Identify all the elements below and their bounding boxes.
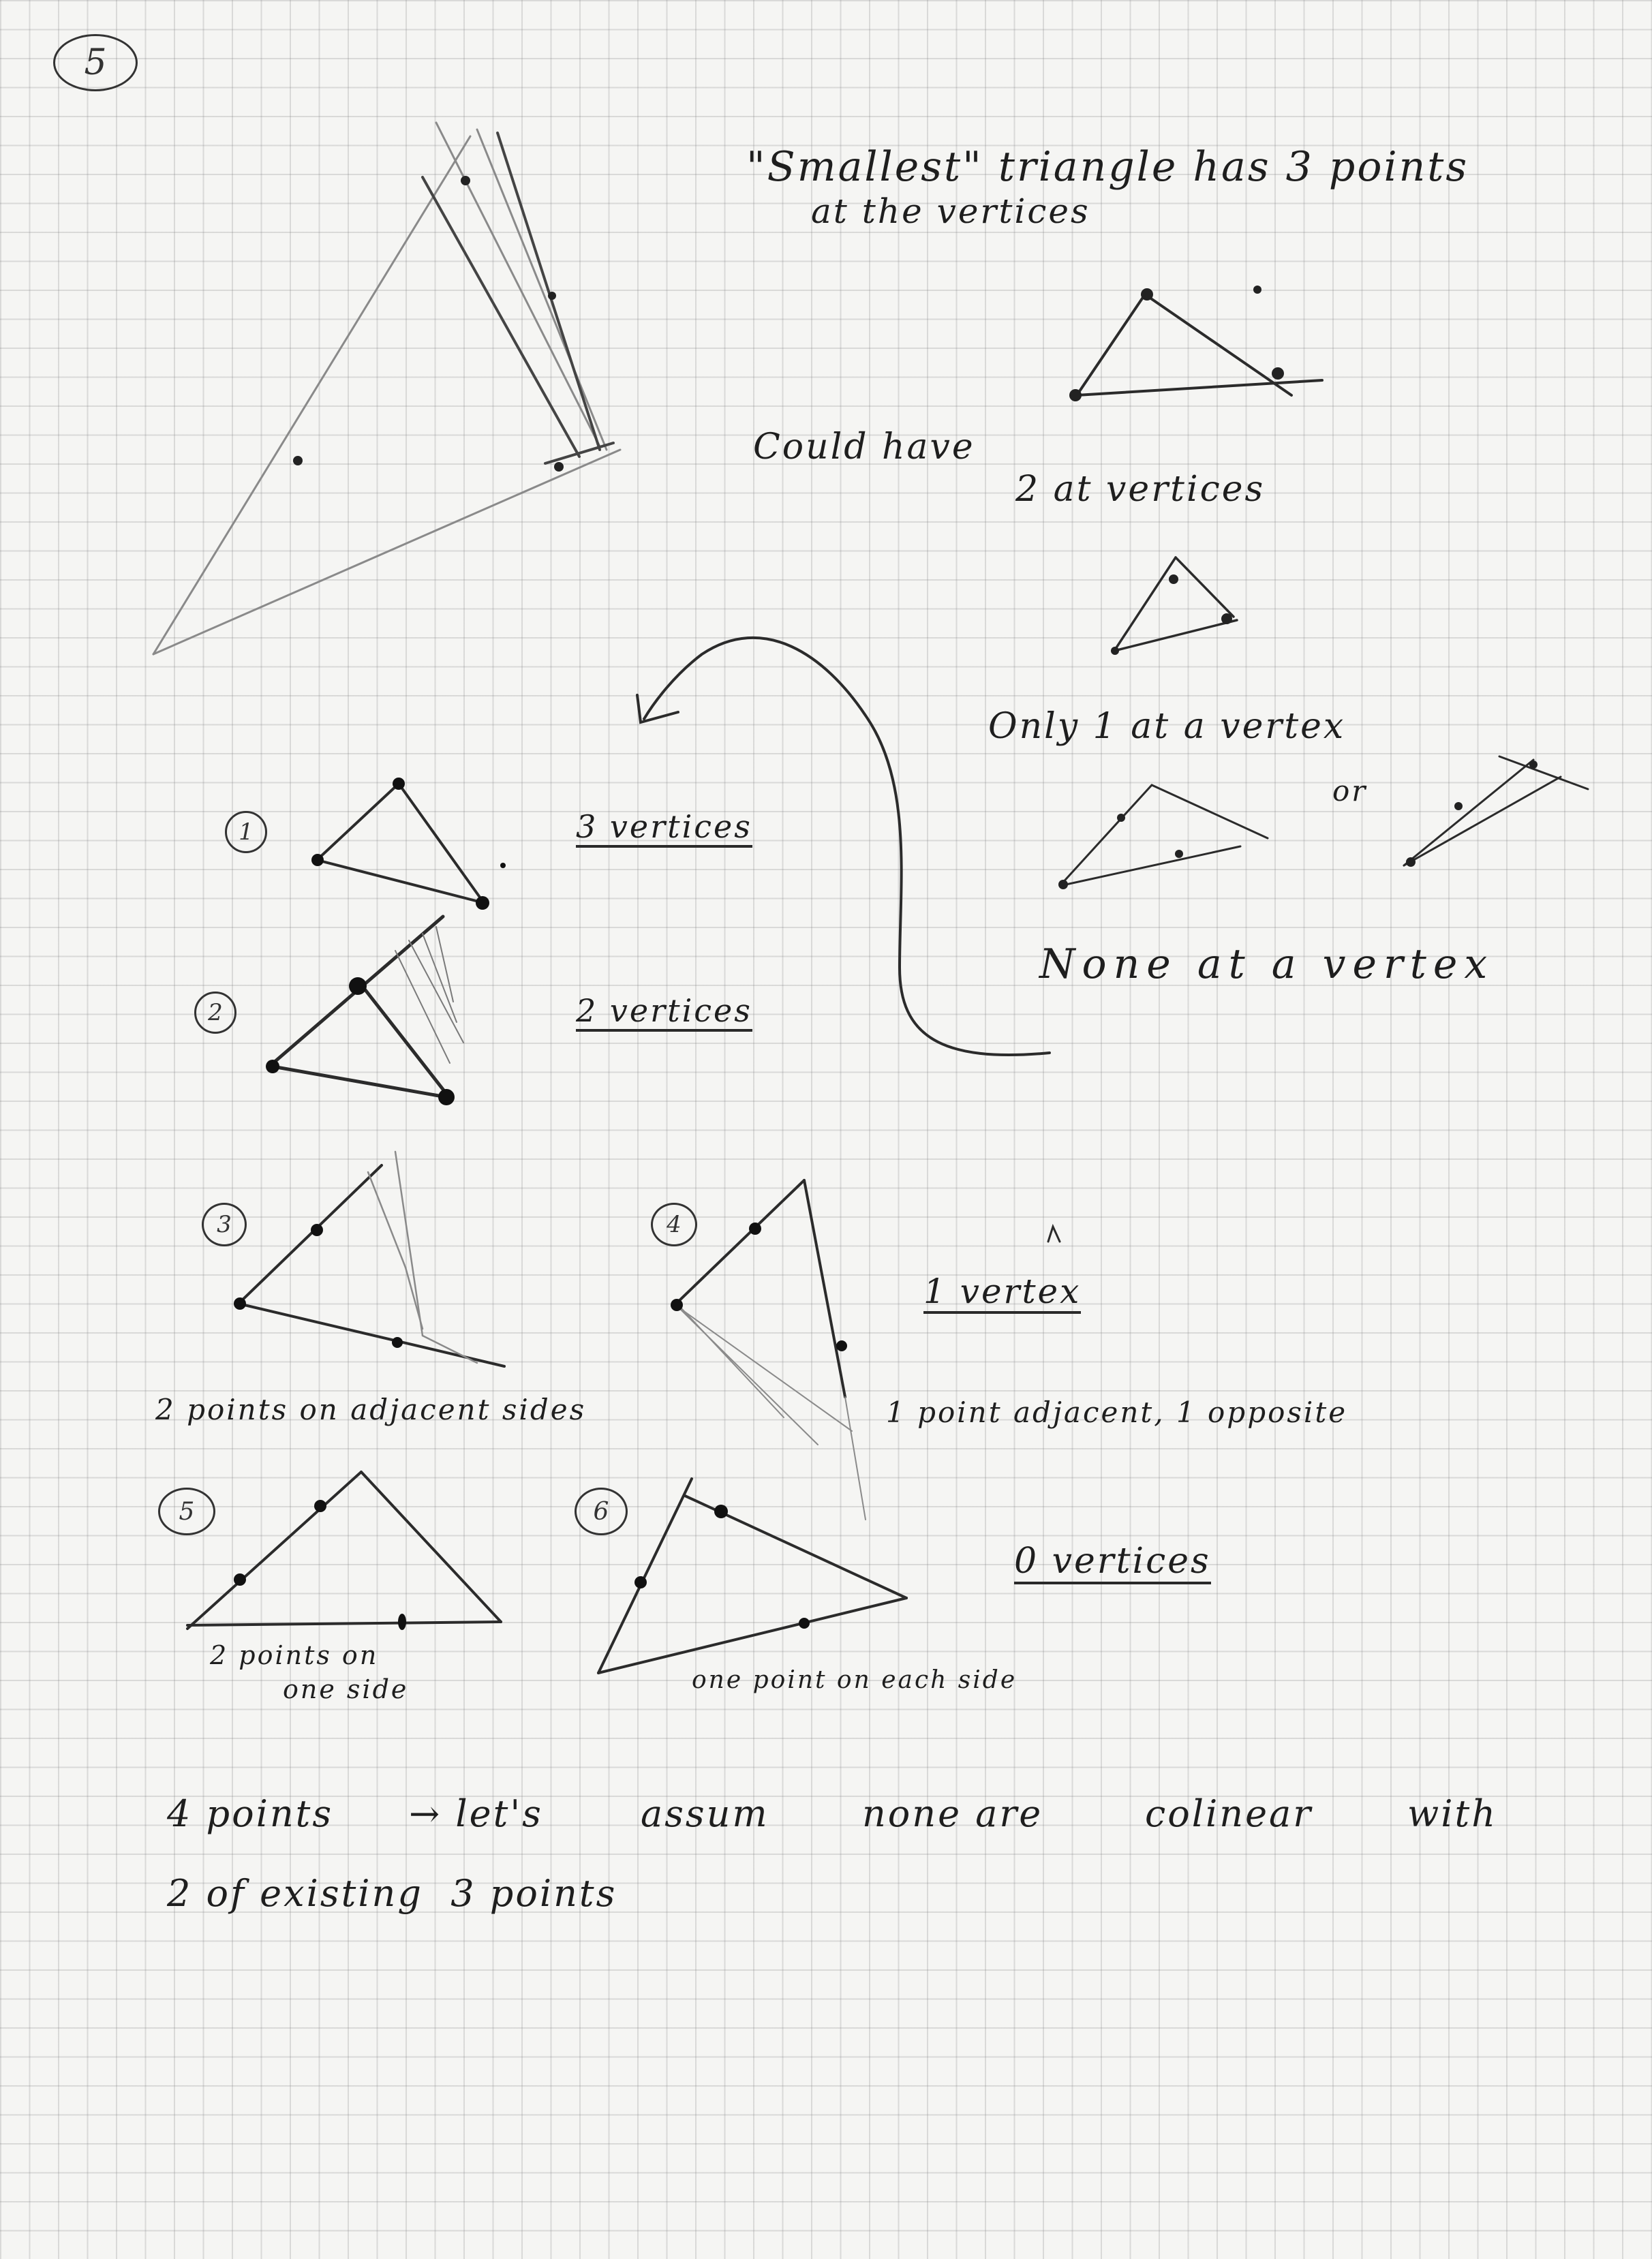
case-3-triangle — [239, 1165, 504, 1366]
case-1-triangle — [317, 784, 484, 903]
or-label: or — [1332, 774, 1368, 808]
bottom-word-4: none are — [862, 1792, 1043, 1835]
triangle-two-vertices — [1114, 557, 1237, 651]
bottom-word-6: with — [1407, 1792, 1497, 1835]
triangle-one-vertex-a — [1060, 785, 1268, 886]
bottom-line-2: 2 of existing 3 points — [167, 1872, 617, 1915]
case-label-3: 3 — [202, 1203, 247, 1246]
page-number: 5 — [84, 42, 107, 83]
case-3-note: 2 points on adjacent sides — [155, 1393, 587, 1426]
two-vertices-heading: 2 vertices — [576, 995, 752, 1032]
bottom-word-1: 4 points — [167, 1792, 334, 1835]
none-at-vertex-label: None at a vertex — [1039, 940, 1495, 988]
triangle-three-vertices — [1077, 294, 1322, 395]
large-triangle-lines — [423, 133, 613, 463]
bottom-word-3: assum — [641, 1792, 769, 1835]
caret-mark — [1048, 1227, 1060, 1242]
could-have-label: Could have — [753, 427, 975, 467]
case-4-note: 1 point adjacent, 1 opposite — [886, 1396, 1348, 1429]
only-one-at-vertex-label: Only 1 at a vertex — [988, 706, 1346, 747]
bottom-word-2: → let's — [409, 1792, 543, 1835]
case-label-4: 4 — [651, 1203, 697, 1246]
zero-vertices-heading: 0 vertices — [1014, 1543, 1211, 1584]
case-6-note: one point on each side — [692, 1666, 1018, 1694]
bottom-line-1 — [167, 1792, 1530, 1843]
bottom-word-5: colinear — [1145, 1792, 1313, 1835]
triangle-one-vertex-b — [1404, 756, 1588, 865]
one-vertex-heading: 1 vertex — [923, 1274, 1081, 1314]
case-label-5: 5 — [158, 1488, 215, 1535]
two-at-vertices-label: 2 at vertices — [1015, 469, 1266, 510]
case-5-note-line2: one side — [283, 1674, 409, 1704]
case-5-note-line1: 2 points on — [210, 1640, 379, 1670]
case-2-triangle — [269, 917, 446, 1097]
case-label-1: 1 — [225, 811, 267, 853]
page-number-circle — [53, 34, 138, 91]
three-vertices-heading: 3 vertices — [576, 811, 752, 848]
large-triangle-sketch — [153, 123, 620, 654]
case-6-triangle — [598, 1479, 906, 1673]
case-5-triangle — [187, 1472, 501, 1629]
case-4-triangle — [675, 1180, 845, 1397]
heading: "Smallest" triangle has 3 points — [746, 143, 1469, 191]
heading-subtitle: at the vertices — [811, 191, 1090, 231]
case-label-2: 2 — [194, 992, 236, 1034]
case-label-6: 6 — [575, 1488, 628, 1535]
